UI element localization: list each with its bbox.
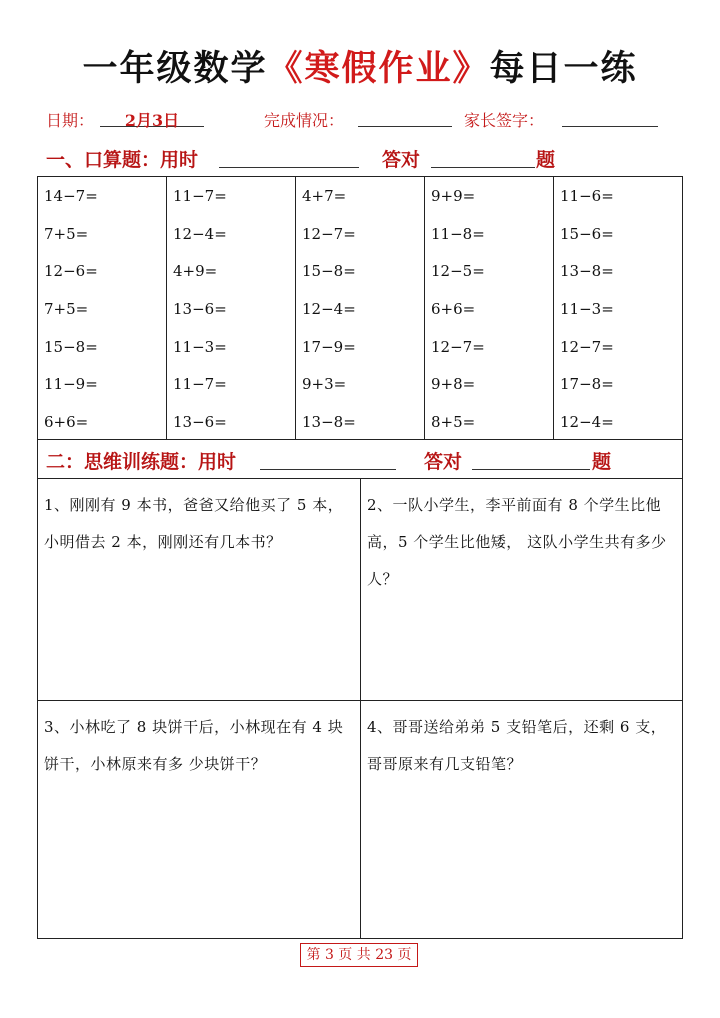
arithmetic-item: 13−8= <box>560 262 614 281</box>
page-title <box>0 44 720 94</box>
arithmetic-item: 11−7= <box>173 375 227 394</box>
completion-field[interactable] <box>358 108 452 127</box>
arithmetic-item: 8+5= <box>431 413 476 432</box>
arithmetic-item: 9+3= <box>302 375 347 394</box>
arithmetic-item: 15−6= <box>560 224 614 243</box>
arithmetic-item: 11−3= <box>560 300 614 319</box>
arithmetic-column <box>295 177 424 439</box>
arithmetic-item: 11−9= <box>44 375 98 394</box>
completion-label: 完成情况： <box>264 111 345 130</box>
arithmetic-item: 12−7= <box>431 337 485 356</box>
arithmetic-column <box>166 177 295 439</box>
question-1[interactable]: 1、刚刚有 9 本书，爸爸又给他买了 5 本，小明借去 2 本，刚刚还有几本书？ <box>44 496 344 551</box>
arithmetic-item: 13−6= <box>173 413 227 432</box>
arithmetic-item: 12−7= <box>302 224 356 243</box>
section1-unit: 题 <box>536 149 556 171</box>
arithmetic-item: 14−7= <box>44 187 98 205</box>
info-row <box>46 108 686 134</box>
section1-time-field[interactable] <box>219 145 359 168</box>
page-number: 第 3 页 共 23 页 <box>300 943 418 967</box>
section2-header-row <box>46 447 666 473</box>
arithmetic-item: 11−3= <box>173 337 227 356</box>
arithmetic-item: 12−5= <box>431 262 485 281</box>
date-label: 日期： <box>46 111 95 130</box>
arithmetic-item: 17−8= <box>560 375 614 394</box>
arithmetic-item: 17−9= <box>302 337 356 356</box>
arithmetic-item: 9+9= <box>431 187 476 205</box>
arithmetic-item: 7+5= <box>44 300 89 319</box>
arithmetic-item: 12−6= <box>44 262 98 281</box>
arithmetic-item: 12−4= <box>173 224 227 243</box>
thinking-section <box>37 440 683 939</box>
question-3[interactable]: 3、小林吃了 8 块饼干后，小林现在有 4 块饼干，小林原来有多 少块饼干？ <box>38 700 360 939</box>
section1-header <box>46 145 686 173</box>
section1-title: 一、口算题：用时 <box>46 149 199 171</box>
arithmetic-item: 15−8= <box>302 262 356 281</box>
title-suffix: 每日一练 <box>489 49 638 89</box>
section2-correct-field[interactable] <box>472 447 590 470</box>
arithmetic-item: 4+9= <box>173 262 218 281</box>
parent-sign-label: 家长签字： <box>464 111 545 130</box>
arithmetic-item: 6+6= <box>44 413 89 432</box>
arithmetic-item: 13−6= <box>173 300 227 319</box>
title-main: 寒假作业 <box>304 49 453 89</box>
question-2[interactable]: 2、一队小学生，李平前面有 8 个学生比他高，5 个学生比他矮， 这队小学生共有多少人？ <box>360 479 682 700</box>
arithmetic-column <box>424 177 553 439</box>
arithmetic-column <box>38 177 166 439</box>
arithmetic-item: 15−8= <box>44 337 98 356</box>
title-open-bracket: 《 <box>267 49 305 89</box>
arithmetic-item: 12−4= <box>560 413 614 432</box>
arithmetic-item: 11−7= <box>173 187 227 205</box>
arithmetic-item: 12−7= <box>560 337 614 356</box>
arithmetic-item: 12−4= <box>302 300 356 319</box>
question-grid <box>38 479 682 939</box>
section2-correct-label: 答对 <box>424 451 463 473</box>
title-prefix: 一年级数学 <box>82 49 268 89</box>
parent-sign-field[interactable] <box>562 108 658 127</box>
arithmetic-item: 7+5= <box>44 224 89 243</box>
arithmetic-grid <box>37 176 683 440</box>
section2-title: 二：思维训练题：用时 <box>46 451 237 473</box>
section1-correct-field[interactable] <box>431 145 535 168</box>
arithmetic-item: 11−6= <box>560 187 614 205</box>
arithmetic-item: 4+7= <box>302 187 347 205</box>
arithmetic-item: 11−8= <box>431 224 485 243</box>
title-close-bracket: 》 <box>452 49 490 89</box>
date-value[interactable]: 2月3日 <box>100 108 204 127</box>
question-4[interactable]: 4、哥哥送给弟弟 5 支铅笔后，还剩 6 支，哥哥原来有几支铅笔？ <box>360 700 682 939</box>
arithmetic-item: 13−8= <box>302 413 356 432</box>
section2-time-field[interactable] <box>260 447 396 470</box>
section2-header <box>38 440 682 479</box>
section1-correct-label: 答对 <box>382 149 421 171</box>
section2-unit: 题 <box>592 451 612 473</box>
arithmetic-item: 6+6= <box>431 300 476 319</box>
arithmetic-column <box>553 177 682 439</box>
arithmetic-item: 9+8= <box>431 375 476 394</box>
